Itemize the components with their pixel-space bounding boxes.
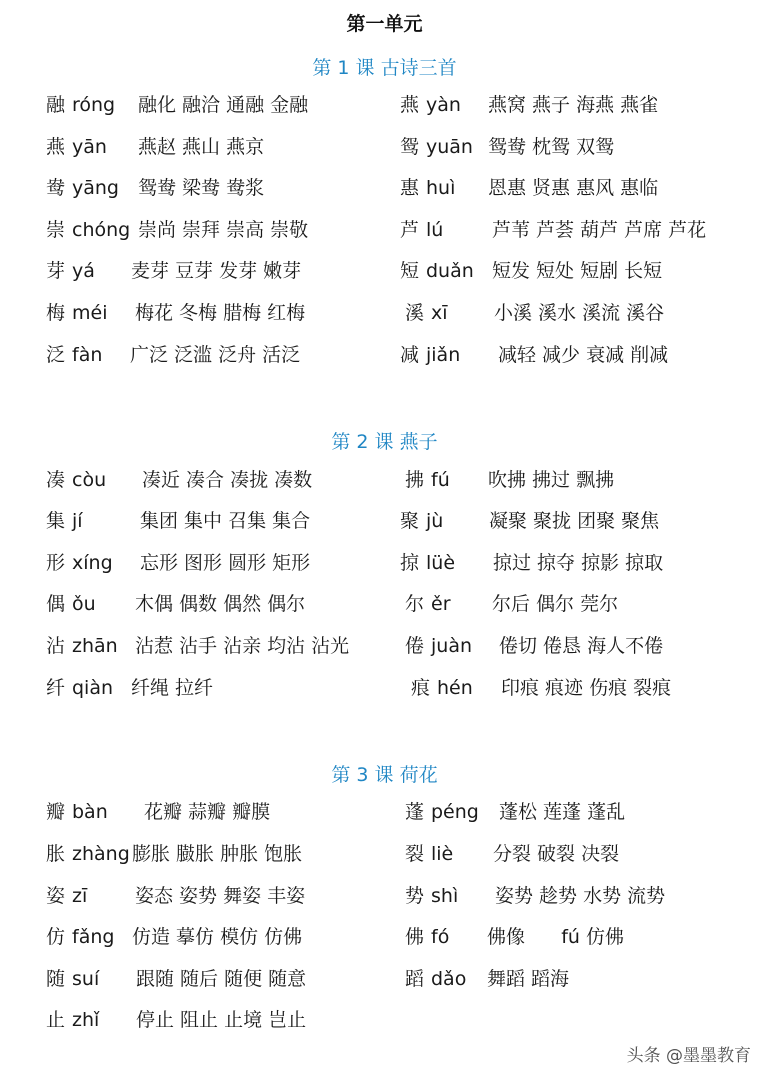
- vocab-pinyin: lú: [426, 219, 444, 241]
- vocab-pinyin: dǎo: [431, 968, 467, 990]
- vocab-char: 燕: [400, 94, 420, 116]
- vocab-row: [46, 341, 300, 369]
- vocab-words: 印痕 痕迹 伤痕 裂痕: [501, 677, 672, 699]
- vocab-words: 分裂 破裂 决裂: [493, 843, 620, 865]
- vocab-char: 拂: [405, 469, 425, 491]
- vocab-char: 芦: [400, 219, 420, 241]
- vocab-char: 胀: [46, 843, 66, 865]
- vocab-row: [46, 840, 302, 868]
- vocab-words: 姿态 姿势 舞姿 丰姿: [135, 885, 306, 907]
- vocab-pinyin: hén: [437, 677, 473, 699]
- vocab-words: 芦苇 芦荟 葫芦 芦席 芦花: [492, 219, 707, 241]
- vocab-row: [46, 507, 310, 535]
- vocab-row: [46, 299, 305, 327]
- vocab-words: 麦芽 豆芽 发芽 嫩芽: [131, 260, 302, 282]
- vocab-words: 短发 短处 短剧 长短: [492, 260, 663, 282]
- vocab-pinyin: suí: [72, 968, 100, 990]
- vocab-row: [405, 632, 663, 660]
- vocab-row: [46, 798, 270, 826]
- vocab-char: 形: [46, 552, 66, 574]
- vocab-row: [400, 341, 668, 369]
- vocab-pinyin: zhàng: [72, 843, 130, 865]
- vocab-words: 减轻 减少 衰减 削减: [498, 344, 669, 366]
- vocab-words: 木偶 偶数 偶然 偶尔: [135, 593, 306, 615]
- vocab-row: [405, 299, 664, 327]
- vocab-pinyin: xī: [431, 302, 448, 324]
- vocab-row: [46, 133, 264, 161]
- vocab-pinyin: yāng: [72, 177, 119, 199]
- vocab-char: 凑: [46, 469, 66, 491]
- vocab-pinyin: jí: [72, 510, 83, 532]
- vocab-char: 沾: [46, 635, 66, 657]
- vocab-char: 燕: [46, 136, 66, 158]
- vocab-words: 凑近 凑合 凑拢 凑数: [142, 469, 313, 491]
- vocab-char: 掠: [400, 552, 420, 574]
- vocab-char: 集: [46, 510, 66, 532]
- vocab-words: 蓬松 莲蓬 蓬乱: [499, 801, 626, 823]
- vocab-pinyin: còu: [72, 469, 107, 491]
- vocab-words: 忘形 图形 圆形 矩形: [140, 552, 311, 574]
- vocab-char: 崇: [46, 219, 66, 241]
- lesson-title: 第 3 课 荷花: [331, 764, 438, 786]
- vocab-char: 梅: [46, 302, 66, 324]
- vocab-words: 崇尚 崇拜 崇高 崇敬: [138, 219, 309, 241]
- vocab-pinyin: juàn: [431, 635, 473, 657]
- vocab-words: 融化 融洽 通融 金融: [138, 94, 309, 116]
- vocab-pinyin: zhǐ: [72, 1009, 100, 1031]
- vocab-pinyin: jiǎn: [426, 344, 461, 366]
- vocab-words: 掠过 掠夺 掠影 掠取: [493, 552, 664, 574]
- vocab-row: [46, 965, 306, 993]
- vocab-row: [405, 798, 625, 826]
- vocab-pinyin: zī: [72, 885, 88, 907]
- vocab-char: 痕: [411, 677, 431, 699]
- vocab-words: 鸳鸯 枕鸳 双鸳: [488, 136, 615, 158]
- vocab-row: [46, 590, 305, 618]
- vocab-pinyin: fǎng: [72, 926, 115, 948]
- vocab-pinyin: bàn: [72, 801, 108, 823]
- vocab-words: 尔后 偶尔 莞尔: [492, 593, 619, 615]
- vocab-char: 姿: [46, 885, 66, 907]
- vocab-words: 广泛 泛滥 泛舟 活泛: [130, 344, 301, 366]
- vocab-words: 集团 集中 召集 集合: [140, 510, 311, 532]
- vocab-char: 止: [46, 1009, 66, 1031]
- vocab-words: 小溪 溪水 溪流 溪谷: [494, 302, 665, 324]
- watermark: 头条 @墨墨教育: [626, 1046, 751, 1066]
- vocab-row: [400, 507, 659, 535]
- vocab-words: 沾惹 沾手 沾亲 均沾 沾光: [135, 635, 350, 657]
- vocab-row: [400, 549, 663, 577]
- vocab-char: 蹈: [405, 968, 425, 990]
- vocab-char: 偶: [46, 593, 66, 615]
- vocab-words: 跟随 随后 随便 随意: [136, 968, 307, 990]
- vocab-char: 势: [405, 885, 425, 907]
- vocab-row: [400, 216, 706, 244]
- vocab-row: [405, 965, 569, 993]
- vocab-words: 纤绳 拉纤: [131, 677, 214, 699]
- vocab-char: 蓬: [405, 801, 425, 823]
- vocab-row: [46, 923, 302, 951]
- lesson-title: 第 1 课 古诗三首: [312, 57, 457, 79]
- vocab-row: [46, 882, 305, 910]
- vocab-words: 膨胀 臌胀 肿胀 饱胀: [132, 843, 303, 865]
- vocab-words: 舞蹈 蹈海: [487, 968, 570, 990]
- vocab-words: 佛像 fú 仿佛: [487, 926, 625, 948]
- vocab-pinyin: chóng: [72, 219, 131, 241]
- vocab-char: 泛: [46, 344, 66, 366]
- vocab-char: 减: [400, 344, 420, 366]
- vocab-pinyin: róng: [72, 94, 116, 116]
- vocab-char: 瓣: [46, 801, 66, 823]
- vocab-pinyin: yá: [72, 260, 95, 282]
- vocab-char: 聚: [400, 510, 420, 532]
- vocab-pinyin: yān: [72, 136, 107, 158]
- vocab-char: 佛: [405, 926, 425, 948]
- vocab-char: 鸯: [46, 177, 66, 199]
- vocab-pinyin: zhān: [72, 635, 118, 657]
- vocab-char: 惠: [400, 177, 420, 199]
- vocab-words: 恩惠 贤惠 惠风 惠临: [488, 177, 659, 199]
- vocab-pinyin: péng: [431, 801, 479, 823]
- vocab-char: 鸳: [400, 136, 420, 158]
- vocab-char: 纤: [46, 677, 66, 699]
- vocab-char: 尔: [405, 593, 425, 615]
- vocab-row: [46, 216, 308, 244]
- vocab-pinyin: yuān: [426, 136, 473, 158]
- vocab-words: 倦切 倦恳 海人不倦: [499, 635, 664, 657]
- vocab-row: [46, 674, 213, 702]
- vocab-pinyin: ǒu: [72, 593, 96, 615]
- vocab-row: [46, 466, 312, 494]
- vocab-pinyin: shì: [431, 885, 459, 907]
- vocab-words: 燕窝 燕子 海燕 燕雀: [488, 94, 659, 116]
- vocab-pinyin: lüè: [426, 552, 456, 574]
- vocab-row: [46, 632, 349, 660]
- lesson-title: 第 2 课 燕子: [331, 431, 438, 453]
- vocab-row: [405, 840, 619, 868]
- vocab-row: [405, 882, 665, 910]
- vocab-pinyin: yàn: [426, 94, 461, 116]
- vocab-char: 随: [46, 968, 66, 990]
- vocab-row: [46, 549, 310, 577]
- vocab-pinyin: fó: [431, 926, 450, 948]
- vocab-pinyin: xíng: [72, 552, 113, 574]
- vocab-pinyin: liè: [431, 843, 454, 865]
- vocab-row: [400, 257, 662, 285]
- vocab-words: 梅花 冬梅 腊梅 红梅: [135, 302, 306, 324]
- vocab-words: 燕赵 燕山 燕京: [138, 136, 265, 158]
- vocab-pinyin: ěr: [431, 593, 451, 615]
- vocab-row: [46, 257, 301, 285]
- vocab-pinyin: fàn: [72, 344, 103, 366]
- vocab-pinyin: méi: [72, 302, 108, 324]
- vocab-row: [46, 174, 264, 202]
- vocab-words: 吹拂 拂过 飘拂: [488, 469, 615, 491]
- vocab-row: [405, 466, 614, 494]
- unit-title: 第一单元: [346, 13, 423, 35]
- vocab-char: 短: [400, 260, 420, 282]
- vocab-char: 溪: [405, 302, 425, 324]
- vocab-row: [405, 923, 624, 951]
- vocab-pinyin: huì: [426, 177, 456, 199]
- vocab-words: 姿势 趁势 水势 流势: [495, 885, 666, 907]
- vocab-char: 裂: [405, 843, 425, 865]
- vocab-char: 芽: [46, 260, 66, 282]
- vocab-row: [411, 674, 671, 702]
- vocab-char: 倦: [405, 635, 425, 657]
- vocab-char: 融: [46, 94, 66, 116]
- vocab-words: 凝聚 聚拢 团聚 聚焦: [489, 510, 660, 532]
- vocab-row: [400, 133, 614, 161]
- vocab-words: 仿造 摹仿 模仿 仿佛: [132, 926, 303, 948]
- vocab-row: [400, 174, 658, 202]
- vocab-row: [46, 91, 308, 119]
- vocab-words: 花瓣 蒜瓣 瓣膜: [144, 801, 271, 823]
- vocab-pinyin: qiàn: [72, 677, 114, 699]
- vocab-pinyin: fú: [431, 469, 450, 491]
- vocab-pinyin: duǎn: [426, 260, 474, 282]
- vocab-pinyin: jù: [426, 510, 444, 532]
- vocab-row: [400, 91, 658, 119]
- vocab-char: 仿: [46, 926, 66, 948]
- vocab-words: 停止 阻止 止境 岂止: [136, 1009, 307, 1031]
- vocab-row: [405, 590, 618, 618]
- vocab-row: [46, 1006, 306, 1034]
- vocab-words: 鸳鸯 梁鸯 鸯浆: [138, 177, 265, 199]
